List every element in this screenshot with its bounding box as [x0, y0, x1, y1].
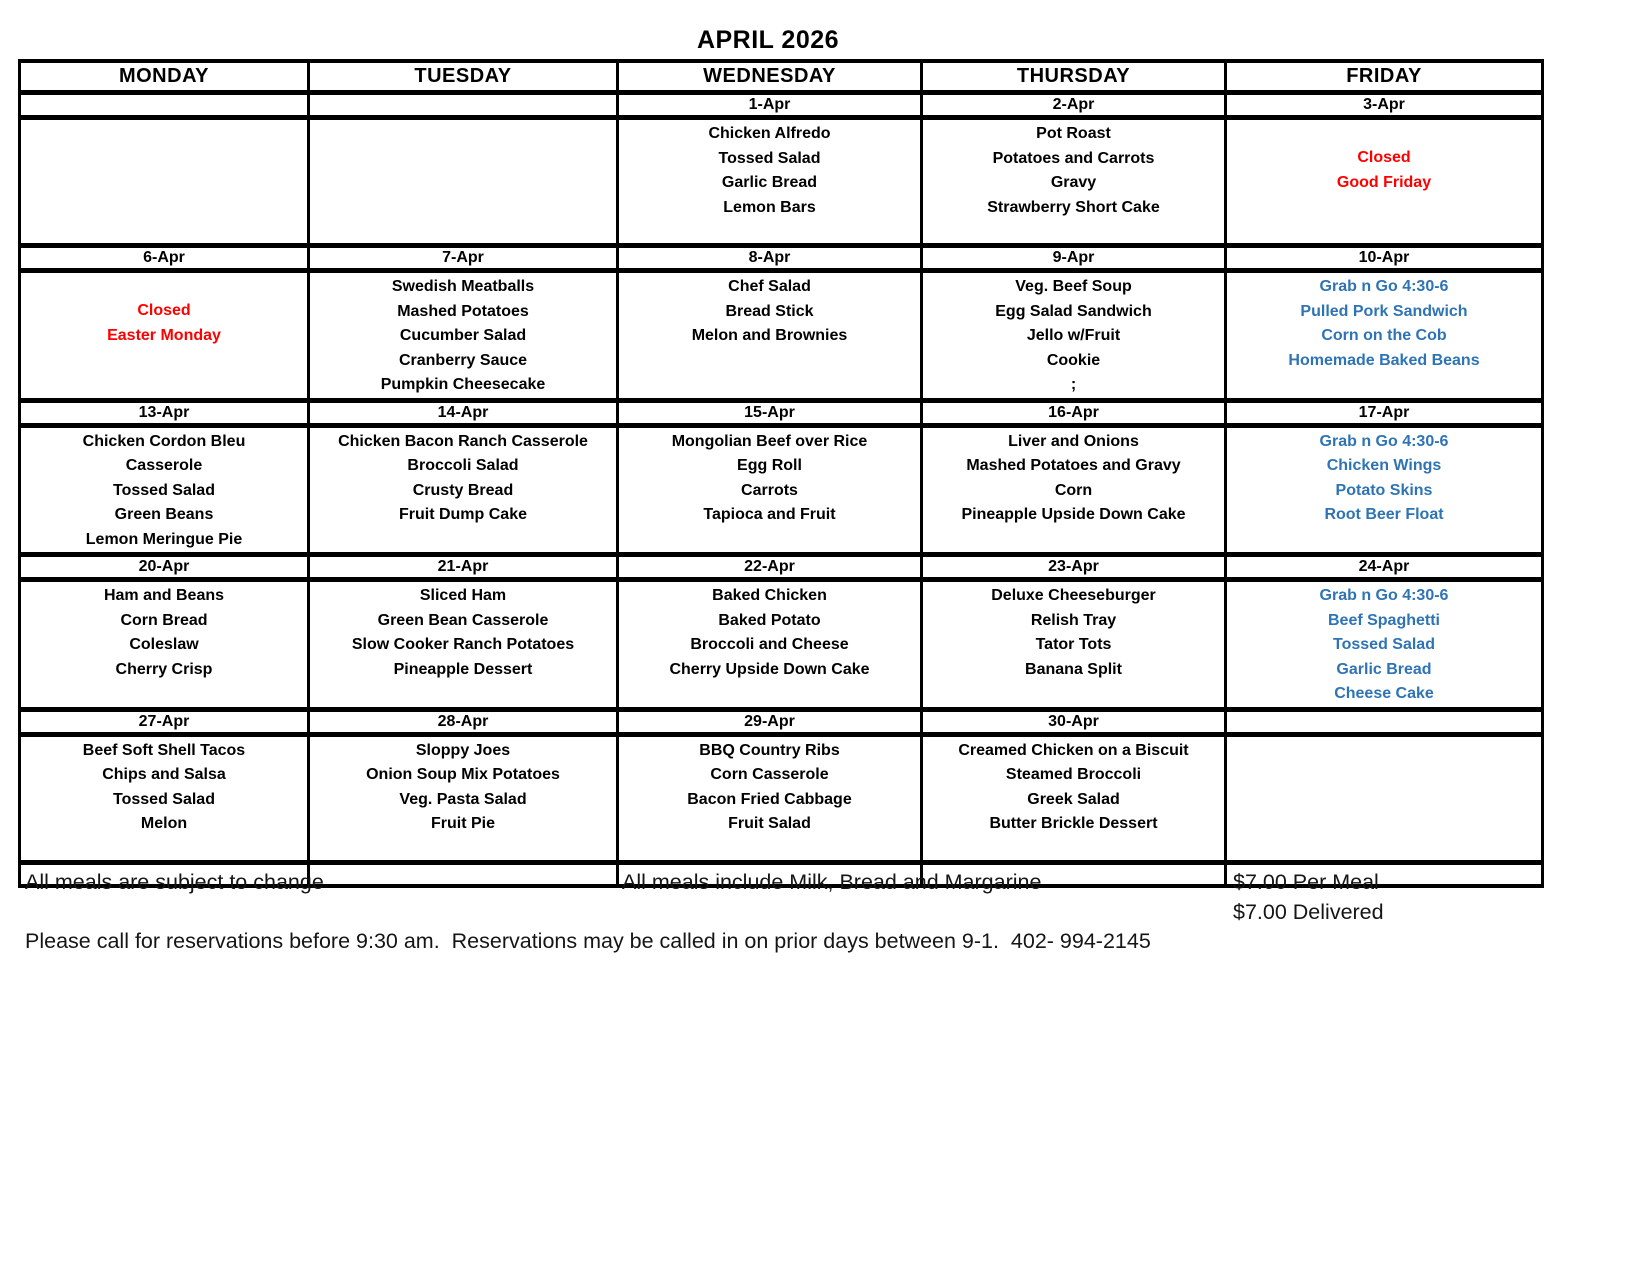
- date-row: [20, 400, 1543, 425]
- meal-line: Steamed Broccoli: [1005, 766, 1142, 783]
- meal-line: Green Beans: [114, 506, 214, 523]
- meal-cell: [618, 271, 922, 401]
- meal-cell: [309, 271, 618, 401]
- meal-line: Slow Cooker Ranch Potatoes: [351, 636, 575, 653]
- meal-line: Chef Salad: [728, 278, 811, 295]
- date-cell: 22-Apr: [618, 555, 922, 580]
- meal-line: Good Friday: [1336, 173, 1432, 191]
- meal-line: Corn Bread: [120, 611, 208, 629]
- meal-line: Easter Monday: [107, 326, 221, 344]
- date-cell: 29-Apr: [618, 709, 922, 734]
- date-cell: 1-Apr: [618, 93, 922, 118]
- meal-line: Tossed Salad: [113, 481, 215, 499]
- meal-row: [20, 425, 1543, 555]
- meal-line: Gravy: [1050, 174, 1097, 191]
- meal-line: Corn Casserole: [710, 766, 829, 783]
- meal-row: [20, 271, 1543, 401]
- date-cell: 2-Apr: [922, 93, 1226, 118]
- day-header-wednesday: WEDNESDAY: [618, 61, 922, 93]
- meal-line: Corn on the Cob: [1321, 327, 1447, 344]
- meal-line: Greek Salad: [1027, 790, 1120, 808]
- meal-line: Potatoes and Carrots: [992, 149, 1155, 167]
- date-cell: 21-Apr: [309, 555, 618, 580]
- meal-cell: [618, 425, 922, 555]
- meal-line: Tossed Salad: [718, 149, 821, 167]
- meal-line: Melon: [140, 815, 188, 832]
- meal-line: Baked Chicken: [712, 587, 827, 604]
- meal-lines: [23, 739, 305, 837]
- date-cell: [20, 93, 309, 118]
- date-cell: 10-Apr: [1226, 246, 1543, 271]
- meal-line: Egg Salad Sandwich: [995, 302, 1152, 320]
- meal-line: Mashed Potatoes: [397, 302, 529, 320]
- meal-line: Chicken Alfredo: [708, 125, 831, 142]
- meal-line: Tossed Salad: [1333, 636, 1435, 653]
- meal-line: Chicken Bacon Ranch Casserole: [338, 432, 588, 450]
- date-cell: 24-Apr: [1226, 555, 1543, 580]
- meal-line: Broccoli Salad: [407, 457, 519, 474]
- reservation-note: Please call for reservations before 9:30 am. Reservations may be called in on prior days between 9-1. 402- 994-2145: [25, 929, 1151, 953]
- meal-line: Baked Potato: [718, 611, 821, 629]
- meal-line: Cookie: [1046, 351, 1101, 369]
- empty-cell: [309, 862, 618, 886]
- day-header-row: [20, 61, 1543, 93]
- note-subject-to-change: All meals are subject to change: [25, 870, 324, 894]
- meal-cell: [309, 734, 618, 862]
- meal-row: [20, 118, 1543, 246]
- meal-lines: [312, 584, 614, 682]
- meal-lines: [621, 739, 918, 837]
- meal-line: Tossed Salad: [113, 790, 215, 808]
- date-cell: [309, 93, 618, 118]
- meal-line: Grab n Go 4:30-6: [1319, 278, 1449, 295]
- meal-cell: [309, 118, 618, 246]
- meal-lines: [312, 739, 614, 837]
- meal-line: Root Beer Float: [1324, 506, 1444, 523]
- meal-lines: [1229, 584, 1539, 707]
- meal-line: Tator Tots: [1035, 636, 1112, 653]
- meal-line: Mongolian Beef over Rice: [671, 432, 868, 450]
- meal-lines: [23, 275, 305, 348]
- meal-line: Pumpkin Cheesecake: [380, 376, 546, 393]
- date-cell: 23-Apr: [922, 555, 1226, 580]
- meal-line: Pot Roast: [1036, 125, 1111, 142]
- meal-lines: [621, 430, 918, 528]
- meal-lines: [23, 584, 305, 682]
- meal-line: Homemade Baked Beans: [1288, 351, 1480, 369]
- meal-line: Ham and Beans: [103, 587, 225, 604]
- date-cell: 27-Apr: [20, 709, 309, 734]
- meal-line: Pulled Pork Sandwich: [1300, 302, 1468, 320]
- meal-line: Crusty Bread: [412, 481, 514, 499]
- meal-cell: [1226, 580, 1543, 710]
- price-per-meal: $7.00 Per Meal: [1233, 870, 1379, 894]
- date-cell: 28-Apr: [309, 709, 618, 734]
- date-cell: 16-Apr: [922, 400, 1226, 425]
- meal-line: Fruit Pie: [430, 815, 495, 832]
- meal-line: Cherry Upside Down Cake: [669, 660, 870, 678]
- date-cell: 30-Apr: [922, 709, 1226, 734]
- page-title: APRIL 2026: [696, 26, 840, 54]
- date-row: [20, 93, 1543, 118]
- meal-line: Carrots: [741, 481, 798, 499]
- meal-line: Fruit Salad: [728, 815, 811, 832]
- meal-cell: [20, 118, 309, 246]
- meal-line: Jello w/Fruit: [1026, 327, 1121, 344]
- meal-lines: [621, 122, 918, 220]
- meal-row: [20, 734, 1543, 862]
- meal-line: Lemon Bars: [723, 198, 816, 216]
- meal-line: Coleslaw: [129, 636, 199, 653]
- meal-cell: [309, 425, 618, 555]
- meal-line: Potato Skins: [1335, 481, 1433, 499]
- date-row: [20, 246, 1543, 271]
- meal-cell: [20, 425, 309, 555]
- date-cell: 7-Apr: [309, 246, 618, 271]
- meal-line: Butter Brickle Dessert: [989, 815, 1158, 832]
- meal-line: Cheese Cake: [1334, 685, 1434, 702]
- date-cell: 6-Apr: [20, 246, 309, 271]
- meal-lines: [1229, 430, 1539, 528]
- meal-cell: [1226, 118, 1543, 246]
- meal-line: Bacon Fried Cabbage: [687, 790, 852, 808]
- meal-line: Fruit Dump Cake: [398, 506, 527, 523]
- date-cell: 15-Apr: [618, 400, 922, 425]
- date-cell: 3-Apr: [1226, 93, 1543, 118]
- meal-lines: [621, 275, 918, 349]
- date-row: [20, 709, 1543, 734]
- meal-line: Deluxe Cheeseburger: [991, 587, 1156, 604]
- meal-cell: [618, 580, 922, 710]
- meal-lines: [925, 275, 1222, 398]
- meal-line: Garlic Bread: [1336, 660, 1432, 678]
- meal-line: Onion Soup Mix Potatoes: [366, 766, 560, 783]
- meal-line: Green Bean Casserole: [377, 611, 549, 629]
- meal-line: Chips and Salsa: [102, 766, 226, 783]
- day-header-thursday: THURSDAY: [922, 61, 1226, 93]
- date-cell: 17-Apr: [1226, 400, 1543, 425]
- meal-line: Swedish Meatballs: [391, 278, 535, 295]
- meal-line: Bread Stick: [725, 302, 814, 320]
- meal-line: Chicken Wings: [1326, 457, 1442, 474]
- meal-line: Liver and Onions: [1008, 432, 1139, 450]
- meal-line: Closed: [137, 302, 191, 319]
- meal-cell: [922, 271, 1226, 401]
- meal-lines: [312, 430, 614, 528]
- meal-line: BBQ Country Ribs: [699, 741, 840, 759]
- meal-line: Chicken Cordon Bleu: [82, 432, 246, 450]
- meal-line: ;: [1070, 376, 1077, 393]
- day-header-monday: MONDAY: [20, 61, 309, 93]
- meal-cell: [20, 271, 309, 401]
- meal-cell: [922, 425, 1226, 555]
- meal-line: Grab n Go 4:30-6: [1319, 587, 1449, 604]
- meal-lines: [1229, 122, 1539, 195]
- meal-line: Banana Split: [1025, 660, 1122, 678]
- meal-line: Sloppy Joes: [415, 741, 511, 759]
- meal-cell: [20, 734, 309, 862]
- date-cell: 9-Apr: [922, 246, 1226, 271]
- meal-line: Pineapple Upside Down Cake: [961, 506, 1186, 523]
- meal-line: Broccoli and Cheese: [690, 636, 849, 653]
- meal-cell: [1226, 734, 1543, 862]
- meal-cell: [309, 580, 618, 710]
- meal-line: Creamed Chicken on a Biscuit: [958, 741, 1189, 759]
- meal-line: Corn: [1054, 481, 1093, 499]
- meal-cell: [922, 734, 1226, 862]
- price-delivered: $7.00 Delivered: [1233, 900, 1384, 924]
- meal-row: [20, 580, 1543, 710]
- meal-line: Tapioca and Fruit: [703, 506, 836, 523]
- meal-line: Melon and Brownies: [691, 327, 848, 344]
- meal-line: Relish Tray: [1030, 611, 1117, 629]
- meal-lines: [925, 739, 1222, 837]
- meal-lines: [925, 430, 1222, 528]
- meal-lines: [23, 430, 305, 553]
- meal-line: Grab n Go 4:30-6: [1319, 432, 1449, 450]
- meal-line: Sliced Ham: [419, 587, 507, 604]
- date-cell: 14-Apr: [309, 400, 618, 425]
- meal-line: Veg. Beef Soup: [1015, 278, 1132, 295]
- meal-lines: [925, 584, 1222, 682]
- day-header-friday: FRIDAY: [1226, 61, 1543, 93]
- meal-line: Closed: [1357, 149, 1411, 166]
- meal-lines: [925, 122, 1222, 220]
- meal-line: Pineapple Dessert: [393, 660, 533, 678]
- meal-line: Egg Roll: [737, 457, 802, 474]
- meal-cell: [922, 580, 1226, 710]
- meal-lines: [312, 275, 614, 398]
- meal-line: Cherry Crisp: [115, 660, 213, 678]
- meal-lines: [621, 584, 918, 682]
- date-row: [20, 555, 1543, 580]
- meal-line: Strawberry Short Cake: [987, 198, 1160, 216]
- meal-cell: [1226, 271, 1543, 401]
- date-cell: [1226, 709, 1543, 734]
- meal-line: Veg. Pasta Salad: [399, 790, 527, 808]
- meal-line: Lemon Meringue Pie: [85, 530, 243, 548]
- meal-cell: [1226, 425, 1543, 555]
- meal-cell: [922, 118, 1226, 246]
- date-cell: 8-Apr: [618, 246, 922, 271]
- day-header-tuesday: TUESDAY: [309, 61, 618, 93]
- meal-line: Beef Spaghetti: [1327, 611, 1440, 629]
- meal-line: Casserole: [125, 457, 203, 474]
- date-cell: 13-Apr: [20, 400, 309, 425]
- meal-lines: [1229, 275, 1539, 373]
- menu-calendar-table: [18, 59, 1544, 888]
- date-cell: 20-Apr: [20, 555, 309, 580]
- meal-cell: [618, 734, 922, 862]
- meal-cell: [618, 118, 922, 246]
- meal-line: Cucumber Salad: [399, 327, 527, 344]
- meal-line: Mashed Potatoes and Gravy: [966, 457, 1181, 474]
- note-meals-include: All meals include Milk, Bread and Margarine: [622, 870, 1042, 894]
- meal-line: Garlic Bread: [721, 174, 818, 191]
- meal-line: Beef Soft Shell Tacos: [82, 741, 246, 759]
- meal-line: Cranberry Sauce: [398, 351, 528, 369]
- meal-cell: [20, 580, 309, 710]
